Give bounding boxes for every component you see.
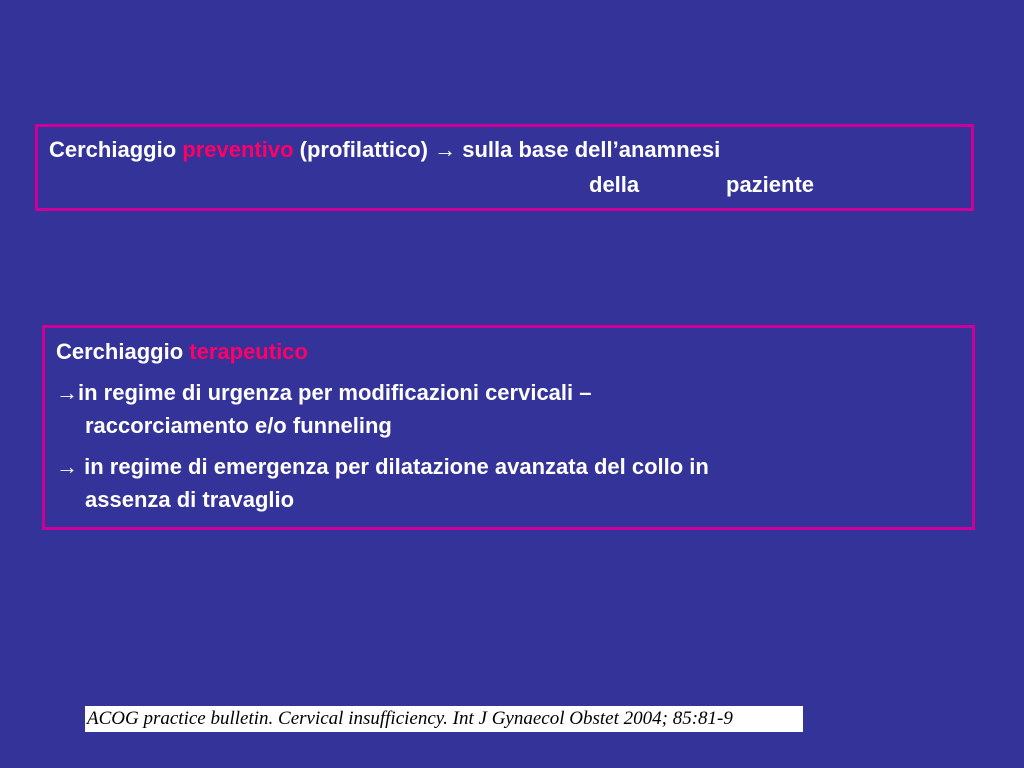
arrow-right-icon: → <box>56 454 78 479</box>
arrow-right-icon: → <box>56 380 78 405</box>
therapeutic-highlight: terapeutico <box>189 339 308 364</box>
bullet-2-line-1 <box>56 454 709 480</box>
bullet-1-line-2 <box>85 413 392 439</box>
bullet-2-line-2 <box>85 487 294 513</box>
preventive-line-2b <box>726 172 814 198</box>
bullet-2-text-2: assenza di travaglio <box>85 487 295 512</box>
therapeutic-title <box>56 339 308 365</box>
preventive-middle: (profilattico) <box>299 137 428 162</box>
citation: ACOG practice bulletin. Cervical insufficiency. Int J Gynaecol Obstet 2004; 85:81-9 <box>85 706 803 732</box>
preventive-paziente: paziente <box>726 172 815 197</box>
arrow-right-icon: → <box>434 137 457 162</box>
preventive-suffix: sulla base dell’anamnesi <box>462 137 721 162</box>
preventive-line-1 <box>49 137 720 163</box>
preventive-line-2 <box>589 172 639 198</box>
bullet-1-text-1: in regime di urgenza per modificazioni cervicali – <box>78 380 592 405</box>
therapeutic-prefix: Cerchiaggio <box>56 339 184 364</box>
preventive-highlight: preventivo <box>182 137 294 162</box>
bullet-1-text-2: raccorciamento e/o funneling <box>85 413 392 438</box>
preventive-della: della <box>589 172 640 197</box>
preventive-prefix: Cerchiaggio <box>49 137 177 162</box>
bullet-2-text-1: in regime di emergenza per dilatazione avanzata del collo in <box>84 454 709 479</box>
bullet-1-line-1 <box>56 380 592 406</box>
